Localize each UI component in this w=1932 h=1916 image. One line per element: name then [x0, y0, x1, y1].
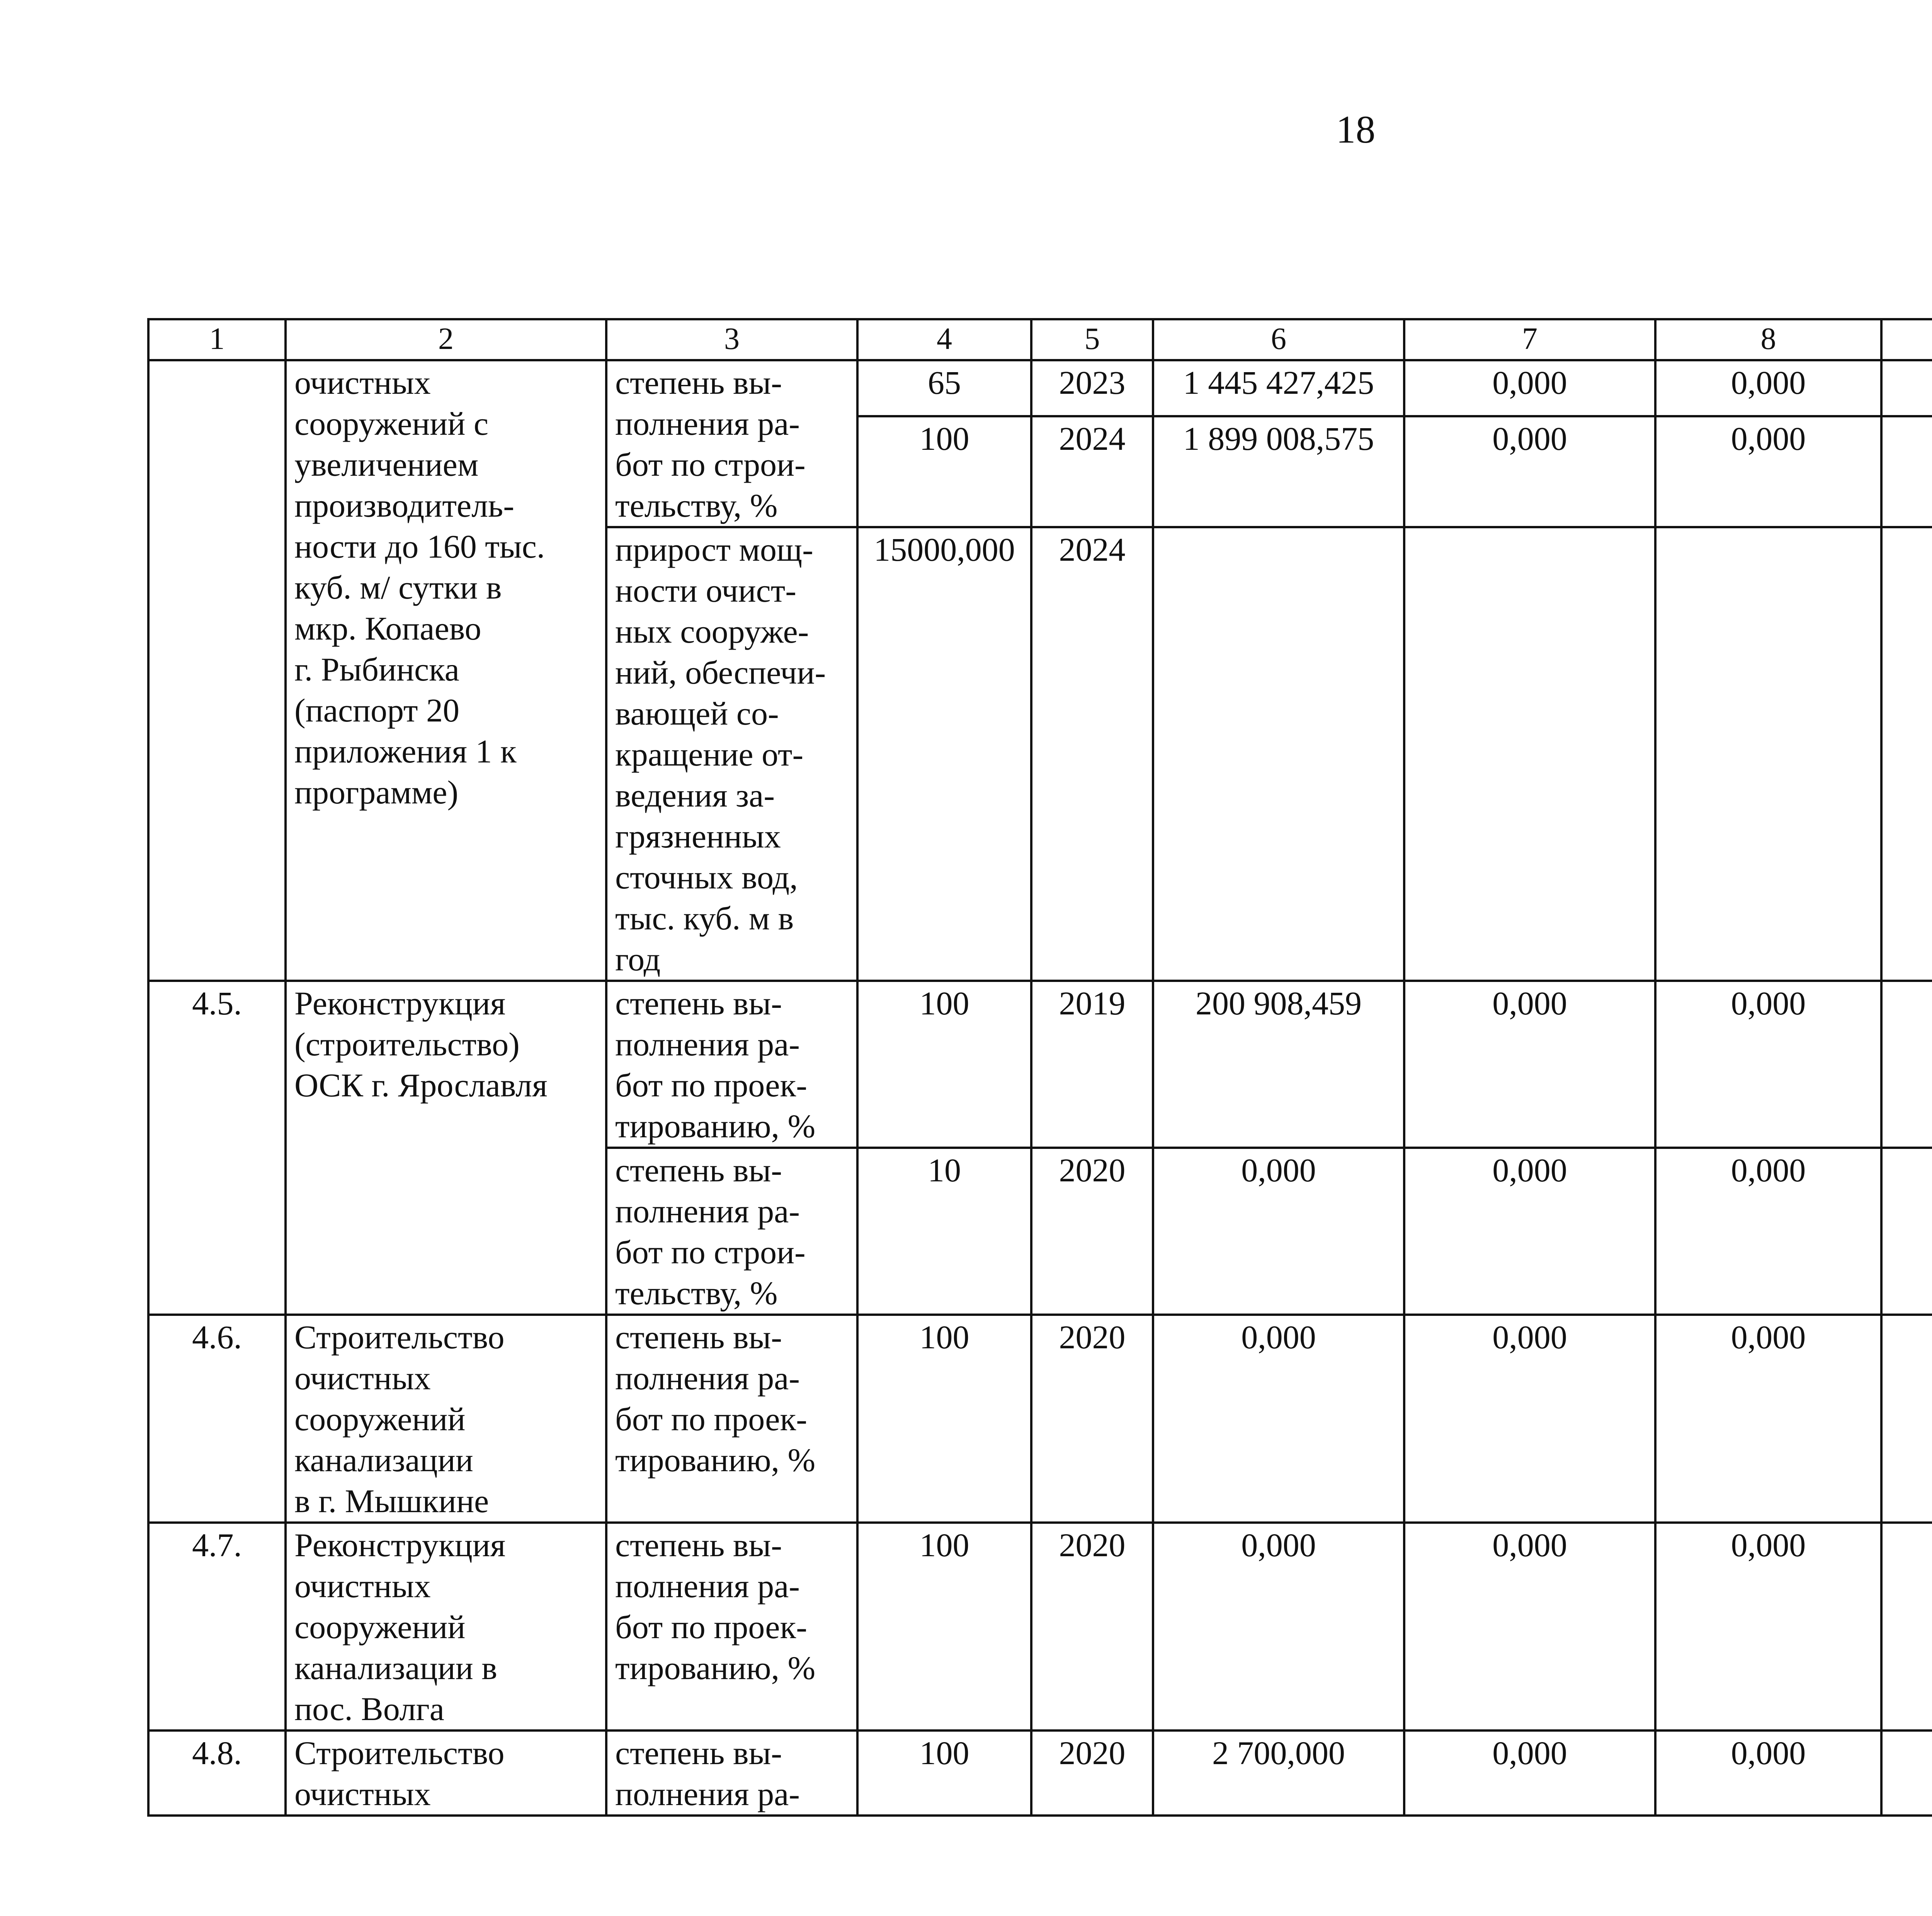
indicator-value: 65 — [857, 360, 1031, 416]
amount-col9 — [1881, 416, 1932, 527]
amount-col7: 0,000 — [1404, 1315, 1655, 1523]
amount-col9 — [1881, 1731, 1932, 1816]
amount-col8: 0,000 — [1655, 416, 1881, 527]
amount-col8: 0,000 — [1655, 1523, 1881, 1731]
amount-col9 — [1881, 981, 1932, 1148]
indicator-value: 100 — [857, 1523, 1031, 1731]
amount-col7: 0,000 — [1404, 1731, 1655, 1816]
indicator-value: 100 — [857, 416, 1031, 527]
amount-col6: 0,000 — [1153, 1315, 1404, 1523]
item-name: Строительство очистных — [286, 1731, 606, 1816]
amount-col8: 0,000 — [1655, 1148, 1881, 1315]
item-number — [148, 360, 286, 981]
amount-col7 — [1404, 527, 1655, 981]
item-name: Реконструкция очистных сооружений канализации в пос. Волга — [286, 1523, 606, 1731]
indicator-value: 15000,000 — [857, 527, 1031, 981]
indicator-name: степень вы- полнения ра- — [606, 1731, 857, 1816]
column-number: 1 — [148, 319, 286, 360]
amount-col8: 0,000 — [1655, 1315, 1881, 1523]
indicator-value: 100 — [857, 981, 1031, 1148]
year: 2024 — [1031, 416, 1153, 527]
item-name: очистных сооружений с увеличением производитель- ности до 160 тыс. куб. м/ сутки в мкр. Копаево г. Рыбинска (паспорт 20 приложения 1 к программе) — [286, 360, 606, 981]
amount-col6: 0,000 — [1153, 1523, 1404, 1731]
amount-col9 — [1881, 1523, 1932, 1731]
amount-col6: 200 908,459 — [1153, 981, 1404, 1148]
column-number: 3 — [606, 319, 857, 360]
amount-col7: 0,000 — [1404, 1148, 1655, 1315]
indicator-name: прирост мощ- ности очист- ных сооруже- ний, обеспечи- вающей со- кращение от- ведения за- грязненных сточных вод, тыс. куб. м в год — [606, 527, 857, 981]
table-row — [148, 360, 1932, 416]
amount-col9 — [1881, 1148, 1932, 1315]
indicator-value: 100 — [857, 1315, 1031, 1523]
column-number — [1881, 319, 1932, 360]
year: 2024 — [1031, 527, 1153, 981]
indicator-name: степень вы- полнения ра- бот по проек- тированию, % — [606, 1315, 857, 1523]
year: 2023 — [1031, 360, 1153, 416]
column-number: 4 — [857, 319, 1031, 360]
amount-col7: 0,000 — [1404, 416, 1655, 527]
amount-col8: 0,000 — [1655, 1731, 1881, 1816]
year: 2020 — [1031, 1731, 1153, 1816]
amount-col7: 0,000 — [1404, 981, 1655, 1148]
amount-col8: 0,000 — [1655, 981, 1881, 1148]
page-number: 18 — [1336, 108, 1376, 151]
indicator-value: 10 — [857, 1148, 1031, 1315]
column-number: 2 — [286, 319, 606, 360]
item-number: 4.8. — [148, 1731, 286, 1816]
item-number: 4.6. — [148, 1315, 286, 1523]
amount-col7: 0,000 — [1404, 360, 1655, 416]
indicator-name: степень вы- полнения ра- бот по строи- тельству, % — [606, 1148, 857, 1315]
amount-col8: 0,000 — [1655, 360, 1881, 416]
column-number: 5 — [1031, 319, 1153, 360]
indicator-name: степень вы- полнения ра- бот по проек- тированию, % — [606, 981, 857, 1148]
amount-col9 — [1881, 527, 1932, 981]
amount-col9 — [1881, 1315, 1932, 1523]
amount-col8 — [1655, 527, 1881, 981]
column-number-row — [148, 319, 1932, 360]
indicator-name: степень вы- полнения ра- бот по проек- тированию, % — [606, 1523, 857, 1731]
year: 2019 — [1031, 981, 1153, 1148]
item-number: 4.5. — [148, 981, 286, 1315]
table-row — [148, 981, 1932, 1148]
item-name: Строительство очистных сооружений канализации в г. Мышкине — [286, 1315, 606, 1523]
table-row — [148, 1523, 1932, 1731]
column-number: 7 — [1404, 319, 1655, 360]
column-number: 6 — [1153, 319, 1404, 360]
amount-col6: 1 899 008,575 — [1153, 416, 1404, 527]
amount-col6: 0,000 — [1153, 1148, 1404, 1315]
amount-col7: 0,000 — [1404, 1523, 1655, 1731]
column-number: 8 — [1655, 319, 1881, 360]
year: 2020 — [1031, 1148, 1153, 1315]
table-row — [148, 1315, 1932, 1523]
indicator-value: 100 — [857, 1731, 1031, 1816]
amount-col6: 2 700,000 — [1153, 1731, 1404, 1816]
item-number: 4.7. — [148, 1523, 286, 1731]
program-table — [147, 318, 1932, 1817]
amount-col6: 1 445 427,425 — [1153, 360, 1404, 416]
amount-col9 — [1881, 360, 1932, 416]
indicator-name: степень вы- полнения ра- бот по строи- тельству, % — [606, 360, 857, 527]
table-row — [148, 1731, 1932, 1816]
year: 2020 — [1031, 1523, 1153, 1731]
item-name: Реконструкция (строительство) ОСК г. Ярославля — [286, 981, 606, 1315]
amount-col6 — [1153, 527, 1404, 981]
year: 2020 — [1031, 1315, 1153, 1523]
